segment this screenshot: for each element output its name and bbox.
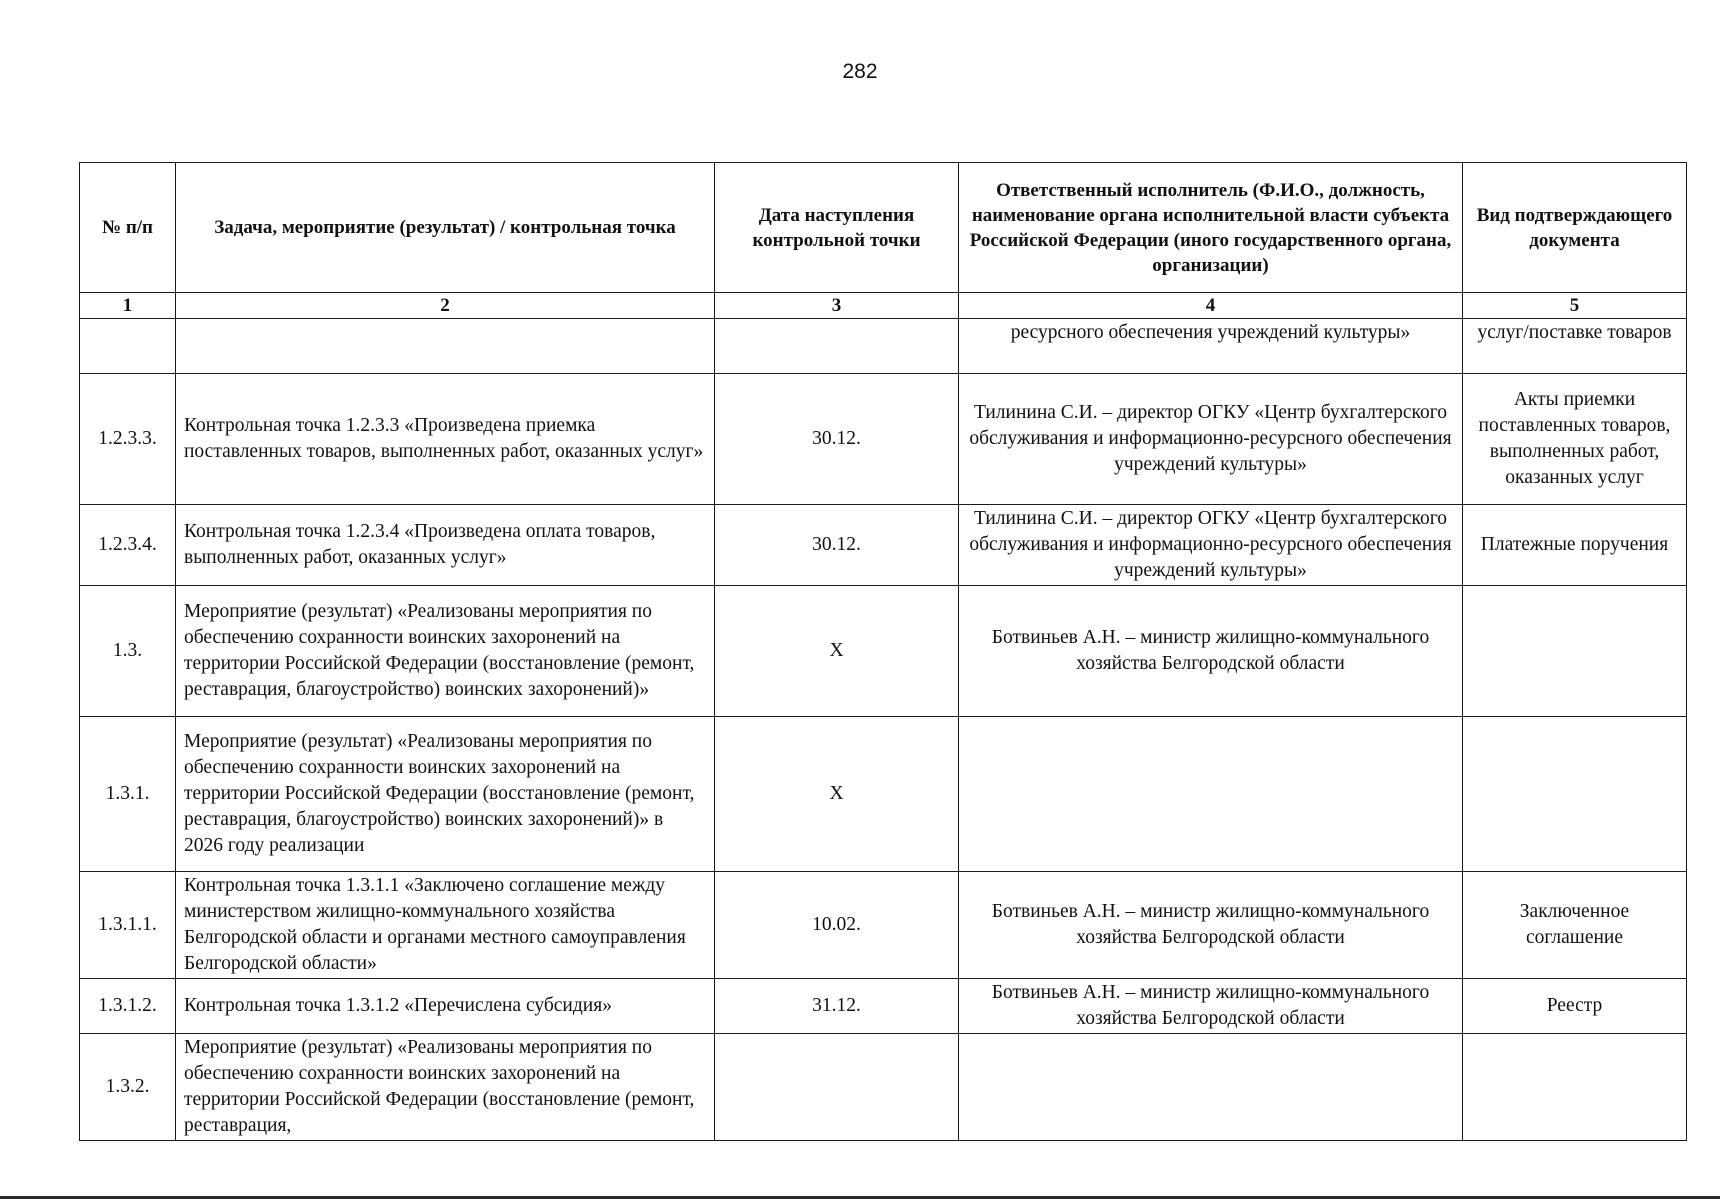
row-executor: Тилинина С.И. – директор ОГКУ «Центр бухгалтерского обслуживания и информационно-ресурсного обеспечения учреждений культуры» bbox=[959, 374, 1463, 505]
header-num: № п/п bbox=[80, 163, 176, 293]
row-executor: Ботвиньев А.Н. – министр жилищно-коммунального хозяйства Белгородской области bbox=[959, 586, 1463, 717]
page-edge-line bbox=[0, 1196, 1720, 1199]
table-row bbox=[80, 717, 1687, 872]
table-row bbox=[80, 319, 1687, 374]
row-date bbox=[715, 319, 959, 374]
row-executor: Ботвиньев А.Н. – министр жилищно-коммунального хозяйства Белгородской области bbox=[959, 979, 1463, 1034]
row-document: услуг/поставке товаров bbox=[1463, 319, 1687, 374]
row-document bbox=[1463, 1034, 1687, 1141]
row-date: 30.12. bbox=[715, 374, 959, 505]
page-number: 282 bbox=[842, 60, 878, 83]
header-document: Вид подтверждающего документа bbox=[1463, 163, 1687, 293]
row-executor: Тилинина С.И. – директор ОГКУ «Центр бухгалтерского обслуживания и информационно-ресурсного обеспечения учреждений культуры» bbox=[959, 505, 1463, 586]
row-date: 31.12. bbox=[715, 979, 959, 1034]
table-row bbox=[80, 505, 1687, 586]
row-document bbox=[1463, 586, 1687, 717]
table-row bbox=[80, 1034, 1687, 1141]
table-row bbox=[80, 374, 1687, 505]
row-date: Х bbox=[715, 586, 959, 717]
row-number: 1.3.1. bbox=[80, 717, 176, 872]
column-number-row bbox=[80, 293, 1687, 319]
table-header-row bbox=[80, 163, 1687, 293]
row-task: Контрольная точка 1.2.3.3 «Произведена приемка поставленных товаров, выполненных работ, оказанных услуг» bbox=[176, 374, 715, 505]
row-document bbox=[1463, 717, 1687, 872]
control-points-table bbox=[79, 162, 1687, 1141]
row-date bbox=[715, 1034, 959, 1141]
row-task: Мероприятие (результат) «Реализованы мероприятия по обеспечению сохранности воинских захоронений на территории Российской Федерации (восстановление (ремонт, реставрация, благоустройство) воинских захоронений)» в 2026 году реализации bbox=[176, 717, 715, 872]
column-number: 1 bbox=[80, 293, 176, 319]
row-number: 1.2.3.3. bbox=[80, 374, 176, 505]
column-number: 2 bbox=[176, 293, 715, 319]
header-executor: Ответственный исполнитель (Ф.И.О., должность, наименование органа исполнительной власти субъекта Российской Федерации (иного государственного органа, организации) bbox=[959, 163, 1463, 293]
row-document: Заключенное соглашение bbox=[1463, 872, 1687, 979]
row-date: 10.02. bbox=[715, 872, 959, 979]
row-document: Акты приемки поставленных товаров, выполненных работ, оказанных услуг bbox=[1463, 374, 1687, 505]
row-task: Мероприятие (результат) «Реализованы мероприятия по обеспечению сохранности воинских захоронений на территории Российской Федерации (восстановление (ремонт, реставрация, благоустройство) воинских захоронений)» bbox=[176, 586, 715, 717]
row-date: Х bbox=[715, 717, 959, 872]
row-task: Контрольная точка 1.3.1.1 «Заключено соглашение между министерством жилищно-коммунального хозяйства Белгородской области и органами местного самоуправления Белгородской области» bbox=[176, 872, 715, 979]
table-row bbox=[80, 586, 1687, 717]
row-task: Мероприятие (результат) «Реализованы мероприятия по обеспечению сохранности воинских захоронений на территории Российской Федерации (восстановление (ремонт, реставрация, bbox=[176, 1034, 715, 1141]
row-document: Реестр bbox=[1463, 979, 1687, 1034]
row-number: 1.3. bbox=[80, 586, 176, 717]
row-task: Контрольная точка 1.2.3.4 «Произведена оплата товаров, выполненных работ, оказанных услуг» bbox=[176, 505, 715, 586]
row-number: 1.3.1.2. bbox=[80, 979, 176, 1034]
column-number: 4 bbox=[959, 293, 1463, 319]
row-number: 1.2.3.4. bbox=[80, 505, 176, 586]
column-number: 5 bbox=[1463, 293, 1687, 319]
row-executor bbox=[959, 717, 1463, 872]
header-task: Задача, мероприятие (результат) / контрольная точка bbox=[176, 163, 715, 293]
row-number bbox=[80, 319, 176, 374]
row-number: 1.3.1.1. bbox=[80, 872, 176, 979]
row-task bbox=[176, 319, 715, 374]
table-row bbox=[80, 872, 1687, 979]
row-executor: Ботвиньев А.Н. – министр жилищно-коммунального хозяйства Белгородской области bbox=[959, 872, 1463, 979]
table-row bbox=[80, 979, 1687, 1034]
column-number: 3 bbox=[715, 293, 959, 319]
row-executor bbox=[959, 1034, 1463, 1141]
row-task: Контрольная точка 1.3.1.2 «Перечислена субсидия» bbox=[176, 979, 715, 1034]
row-document: Платежные поручения bbox=[1463, 505, 1687, 586]
row-executor: ресурсного обеспечения учреждений культуры» bbox=[959, 319, 1463, 374]
row-number: 1.3.2. bbox=[80, 1034, 176, 1141]
header-date: Дата наступления контрольной точки bbox=[715, 163, 959, 293]
row-date: 30.12. bbox=[715, 505, 959, 586]
